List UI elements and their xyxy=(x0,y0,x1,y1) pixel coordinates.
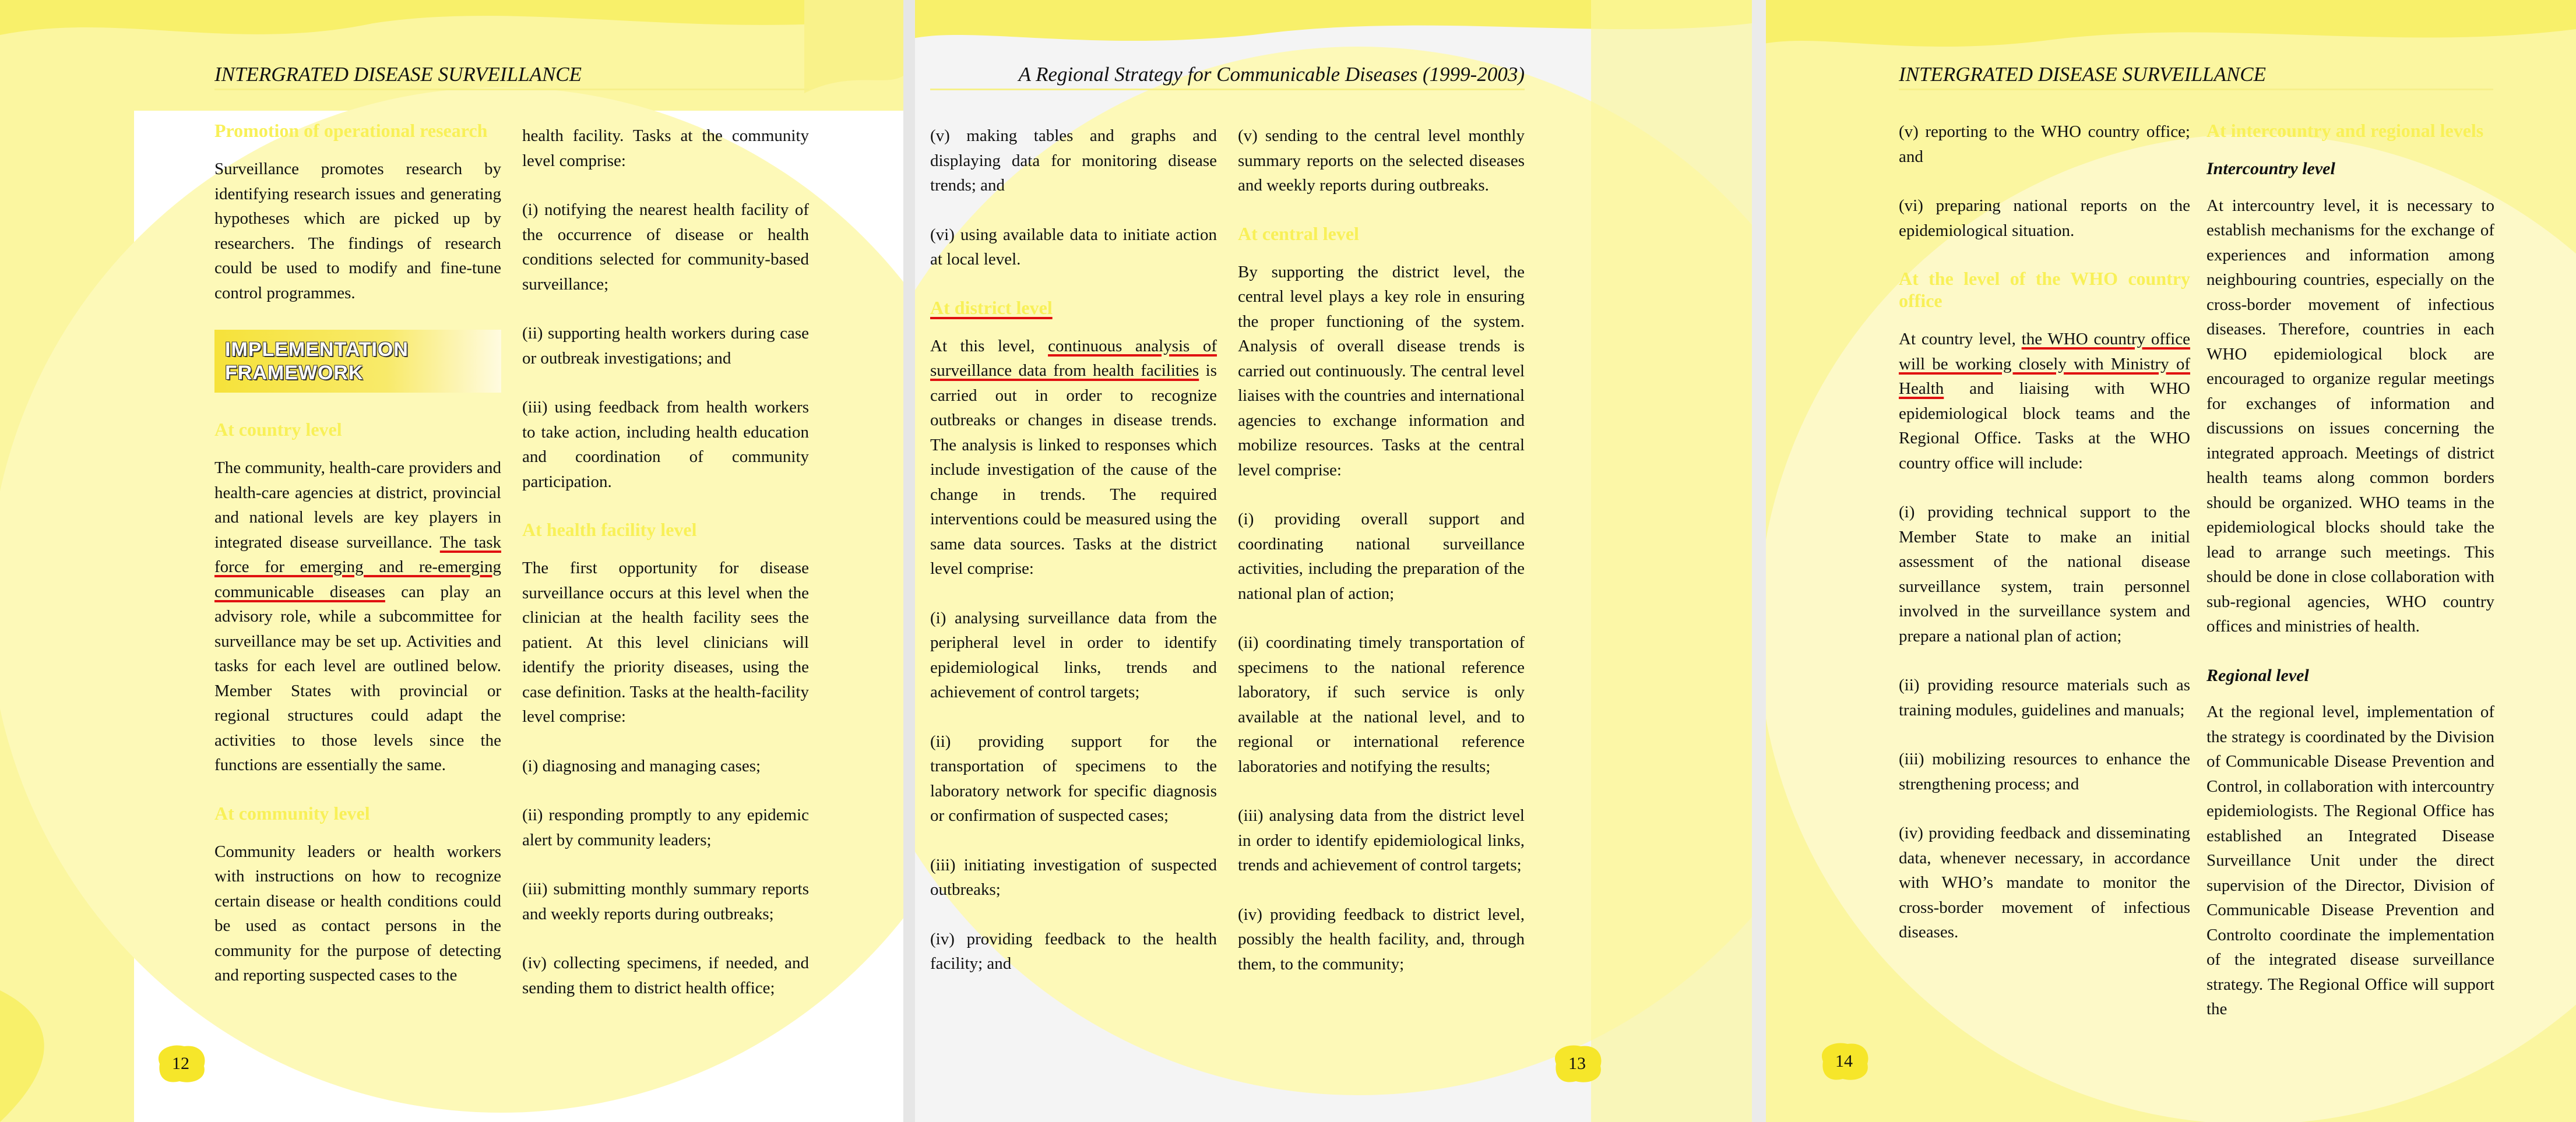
paragraph-community-tasks: health facility. Tasks at the community level comprise: xyxy=(522,126,809,170)
page14-column-2 xyxy=(2207,119,2494,1046)
list-item: (iii) analysing data from the district level in order to identify epidemiological links, trends and achievement of control targets; xyxy=(1238,806,1525,874)
heading-community-level: At community level xyxy=(214,802,370,824)
list-item: (iii) submitting monthly summary reports and weekly reports during outbreaks; xyxy=(522,880,809,923)
list-item: (ii) providing resource materials such as training modules, guidelines and manuals; xyxy=(1899,676,2190,719)
list-item: (iv) providing feedback and disseminating data, whenever necessary, in accordance with WHO’s mandate to monitor the cross-border movement of infectious diseases. xyxy=(1899,824,2190,941)
page14-column-1 xyxy=(1899,119,2190,969)
header-rule xyxy=(1899,89,2493,90)
heading-district-level: At district level xyxy=(930,297,1053,318)
paragraph-country-level xyxy=(214,456,501,778)
page12-column-1 xyxy=(214,119,501,1012)
list-item: (iii) mobilizing resources to enhance the strengthening process; and xyxy=(1899,750,2190,793)
list-item: (iv) collecting specimens, if needed, and sending them to district health office; xyxy=(522,954,809,997)
page-number-badge xyxy=(1550,1043,1604,1085)
text-district-a: At this level, xyxy=(930,336,1048,355)
list-item: (vi) using available data to initiate action at local level. xyxy=(930,225,1217,269)
implementation-framework-banner: IMPLEMENTATION FRAMEWORK xyxy=(214,330,501,393)
list-item: (v) reporting to the WHO country office; and xyxy=(1899,122,2190,166)
list-item: (vi) preparing national reports on the epidemiological situation. xyxy=(1899,196,2190,240)
list-item: (iv) providing feedback to the health facility; and xyxy=(930,929,1217,973)
list-item: (iv) providing feedback to district level, possibly the health facility, and, through them, to the community; xyxy=(1238,905,1525,973)
heading-regional-level: Regional level xyxy=(2207,665,2309,685)
text-who-b: and liaising with WHO epidemiological block teams and the Regional Office. Tasks at the WHO country office will include: xyxy=(1899,379,2190,472)
list-item: (v) making tables and graphs and displaying data for monitoring disease trends; and xyxy=(930,126,1217,195)
running-header: A Regional Strategy for Communicable Diseases (1999-2003) xyxy=(1018,63,1525,86)
page-number: 14 xyxy=(1835,1052,1853,1071)
text-who-a: At country level, xyxy=(1899,330,2022,348)
heading-who-country-office: At the level of the WHO country office xyxy=(1899,268,2190,311)
list-item: (ii) supporting health workers during case or outbreak investigations; and xyxy=(522,324,809,368)
header-rule xyxy=(930,89,1525,90)
paragraph-regional-level: At the regional level, implementation of the strategy is coordinated by the Division of Communicable Disease Prevention and Control, in collaboration with intercountry epidemiologists. The Regional Office has established an Integrated Disease Surveillance Unit under the direct supervision of the Director, Division of Communicable Disease Prevention and Controlto coordinate the implementation of the integrated disease surveillance strategy. The Regional Office will support the xyxy=(2207,703,2494,1018)
list-item: (iii) initiating investigation of suspected outbreaks; xyxy=(930,855,1217,899)
paragraph-intercountry-level: At intercountry level, it is necessary to establish mechanisms for the exchange of experiences and information among neighbouring countries, especially on the cross-border movement of infectious diseases. Therefore, countries in each WHO epidemiological block are encouraged to organize regular meetings for exchanges of information and discussions on issues concerning the integrated approach. Meetings of district health teams along common borders should be organized. WHO teams in the epidemiological blocks should take the lead to arrange such meetings. This should be done in close collaboration with sub-regional agencies, WHO country offices and ministries of health. xyxy=(2207,196,2494,636)
heading-intercountry-level: Intercountry level xyxy=(2207,159,2335,178)
list-item: (ii) responding promptly to any epidemic alert by community leaders; xyxy=(522,806,809,849)
list-item: (i) providing overall support and coordinating national surveillance activities, including the preparation of the national plan of action; xyxy=(1238,510,1525,603)
page-number-badge xyxy=(154,1043,207,1085)
list-item: (i) notifying the nearest health facility of the occurrence of disease or health conditions selected for community-based surveillance; xyxy=(522,200,809,294)
underlined-continuous-analysis: continuous analysis of surveillance data from health facilities xyxy=(930,336,1217,380)
paragraph-central-level: By supporting the district level, the central level plays a key role in ensuring the proper functioning of the system. Analysis of overall disease trends is carried out continuously. The central level liaises with the countries and international agencies to exchange information and mobilize resources. Tasks at the central level comprise: xyxy=(1238,262,1525,479)
paragraph-promotion: Surveillance promotes research by identifying research issues and generating hypotheses which are picked up by researchers. The findings of research could be used to modify and fine-tune control programmes. xyxy=(214,160,501,302)
paragraph-health-facility: The first opportunity for disease surveillance occurs at this level when the clinician at the health facility sees the patient. At this level clinicians will identify the priority diseases, using the case definition. Tasks at the health-facility level comprise: xyxy=(522,559,809,726)
list-item: (iii) using feedback from health workers to take action, including health education and coordination of community participation. xyxy=(522,398,809,491)
page-number-badge xyxy=(1817,1040,1871,1082)
paragraph-who-country-office xyxy=(1899,327,2190,475)
text-district-b: is carried out in order to recognize outbreaks or changes in disease trends. The analysis is linked to responses which include investigation of the cause of the change in trends. The required interventions could be measured using the same data sources. Tasks at the district level comprise: xyxy=(930,361,1217,578)
heading-intercountry-regional: At intercountry and regional levels xyxy=(2207,120,2484,141)
list-item: (ii) coordinating timely transportation of specimens to the national reference laboratory, if such service is only available at the national level, and to regional or international reference laboratories and notifying the results; xyxy=(1238,633,1525,776)
heading-promotion-research: Promotion of operational research xyxy=(214,120,488,141)
page-12 xyxy=(0,0,903,1122)
page13-column-1 xyxy=(930,124,1217,1001)
list-item: (ii) providing support for the transportation of specimens to the laboratory network for specific diagnosis or confirmation of suspected cases; xyxy=(930,732,1217,825)
heading-country-level: At country level xyxy=(214,419,342,440)
page12-column-2 xyxy=(522,124,809,1025)
page13-column-2 xyxy=(1238,124,1525,1001)
running-header: INTERGRATED DISEASE SURVEILLANCE xyxy=(214,63,582,86)
page-number: 12 xyxy=(172,1054,189,1073)
page-number: 13 xyxy=(1568,1054,1586,1073)
list-item: (i) diagnosing and managing cases; xyxy=(522,756,761,775)
paragraph-district-level xyxy=(930,334,1217,581)
underlined-task-force: The task force for emerging and re-emerging communicable diseases xyxy=(214,532,501,601)
paragraph-community-level: Community leaders or health workers with instructions on how to recognize certain disease or health conditions could be used as contact persons in the community for the purpose of detecting and reporting suspected cases to the xyxy=(214,842,501,985)
running-header: INTERGRATED DISEASE SURVEILLANCE xyxy=(1899,63,2266,86)
heading-health-facility-level: At health facility level xyxy=(522,519,697,540)
list-item: (i) analysing surveillance data from the peripheral level in order to identify epidemiological links, trends and achievement of control targets; xyxy=(930,608,1217,701)
list-item: (v) sending to the central level monthly summary reports on the selected diseases and weekly reports during outbreaks. xyxy=(1238,126,1525,195)
text-country-b: can play an advisory role, while a subcommittee for surveillance may be set up. Activities and tasks for each level are outlined below. Member States with provincial or regional structures could adapt the activities to those levels since the functions are essentially the same. xyxy=(214,582,501,774)
text-country-a: The community, health-care providers and health-care agencies at district, provincial and national levels are key players in integrated disease surveillance. xyxy=(214,458,501,552)
heading-central-level: At central level xyxy=(1238,223,1359,244)
header-rule xyxy=(214,89,809,90)
page-14 xyxy=(1752,0,2576,1122)
page-13 xyxy=(903,0,1752,1122)
underlined-who-country-office: the WHO country office will be working closely with Ministry of Health xyxy=(1899,330,2190,398)
list-item: (i) providing technical support to the Member State to make an initial assessment of the national disease surveillance system, train personnel involved in the surveillance system and prepare a national plan of action; xyxy=(1899,503,2190,645)
